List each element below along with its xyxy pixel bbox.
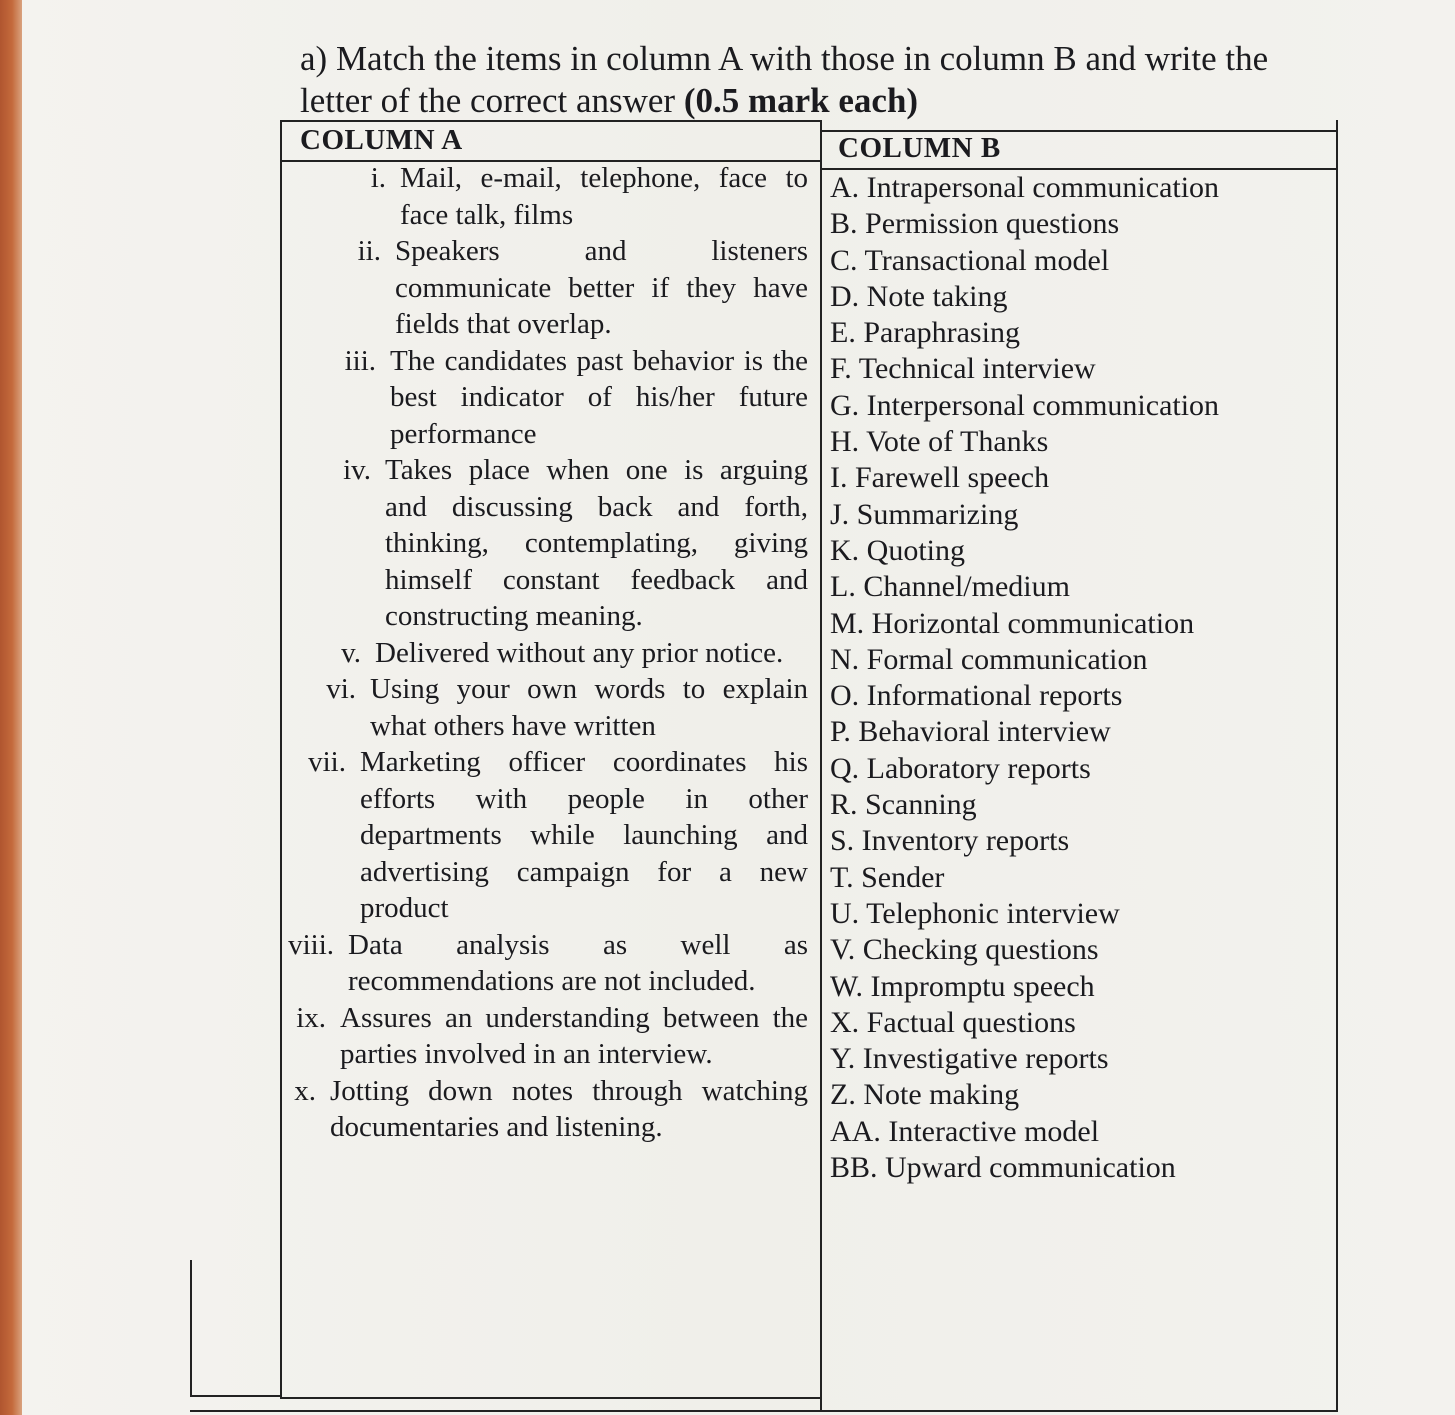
item-text: Mail, e-mail, telephone, face to face talk, films [400,162,808,231]
column-a-item [260,343,808,453]
item-number: x. [294,1074,316,1107]
column-b-item: L. Channel/medium [830,570,1070,604]
column-b-item: I. Farewell speech [830,461,1050,495]
column-a-item [260,452,808,635]
column-b-item: P. Behavioral interview [830,715,1111,749]
item-text: Takes place when one is arguing and discussing back and forth, thinking, contemplating, giving himself constant feedback and constructing meaning. [385,454,808,632]
column-b-item: Y. Investigative reports [830,1042,1109,1076]
column-b-item: D. Note taking [830,279,1008,313]
column-b-item: T. Sender [830,860,945,894]
item-text: Delivered without any prior notice. [375,636,784,669]
item-number: i. [370,162,386,194]
column-b-item: J. Summarizing [830,497,1019,531]
column-divider [820,120,822,1412]
column-b-item: A. Intrapersonal communication [830,171,1220,204]
column-b-item: V. Checking questions [830,933,1099,967]
item-text: Data analysis as well as recommendations are not included. [348,928,808,997]
item-text: The candidates past behavior is the best indicator of his/her future performance [390,344,808,450]
column-b-item: BB. Upward communication [830,1151,1176,1185]
column-b-item: M. Horizontal communication [830,606,1195,640]
table-bottom-extension [190,1395,280,1397]
column-b-item: G. Interpersonal communication [830,388,1220,422]
column-a-list [260,160,808,1146]
instruction-marks: (0.5 mark each) [683,81,919,120]
column-b-item: R. Scanning [830,788,977,822]
column-b-item: W. Impromptu speech [830,969,1095,1003]
column-b-list [830,170,1330,1186]
column-b-header: COLUMN B [838,132,1001,164]
column-b-item: N. Formal communication [830,642,1148,676]
column-a-item [260,233,808,343]
item-text: Marketing officer coordinates his efforts with people in other departments while launching and advertising campaign for a new product [360,746,808,924]
item-text: Speakers and listeners communicate better if they have fields that overlap. [395,235,808,340]
column-a-item [260,635,808,672]
column-b-item: B. Permission questions [830,207,1120,241]
column-a-header: COLUMN A [300,124,463,156]
column-a-item [260,160,808,233]
item-number: vii. [308,746,346,778]
item-text: Using your own words to explain what others have written [370,673,808,742]
page-edge [0,0,22,1415]
column-b-item: U. Telephonic interview [830,896,1120,930]
item-number: iv. [343,454,371,486]
column-a-item [260,927,808,1000]
item-number: viii. [288,928,334,961]
item-number: vi. [326,673,356,705]
column-b-item: Z. Note making [830,1078,1020,1112]
column-b-item: K. Quoting [830,533,965,567]
item-number: v. [341,636,361,669]
column-b-item: E. Paraphrasing [830,316,1020,350]
item-number: iii. [344,344,376,377]
item-number: ix. [296,1001,326,1034]
item-text: Assures an understanding between the parties involved in an interview. [340,1001,808,1070]
column-b-item: X. Factual questions [830,1005,1076,1039]
column-b-item: H. Vote of Thanks [830,425,1049,459]
column-a-item [260,1073,808,1146]
column-b-item: S. Inventory reports [830,824,1070,858]
column-b-item: AA. Interactive model [830,1114,1100,1148]
column-b-item: Q. Laboratory reports [830,751,1091,785]
matching-table [190,120,1338,1413]
column-a-item [260,744,808,927]
question-instruction [300,38,1340,122]
item-text: Jotting down notes through watching documentaries and listening. [330,1074,808,1143]
column-b-item: C. Transactional model [830,243,1110,277]
column-b-item: F. Technical interview [830,352,1096,386]
column-a-item [260,1000,808,1073]
column-a-item [260,671,808,744]
column-b-item: O. Informational reports [830,679,1123,713]
item-number: ii. [357,235,381,267]
instruction-text: a) Match the items in column A with those in column B and write the letter of the correct answer [300,39,1269,120]
table-left-extension [190,1260,192,1397]
